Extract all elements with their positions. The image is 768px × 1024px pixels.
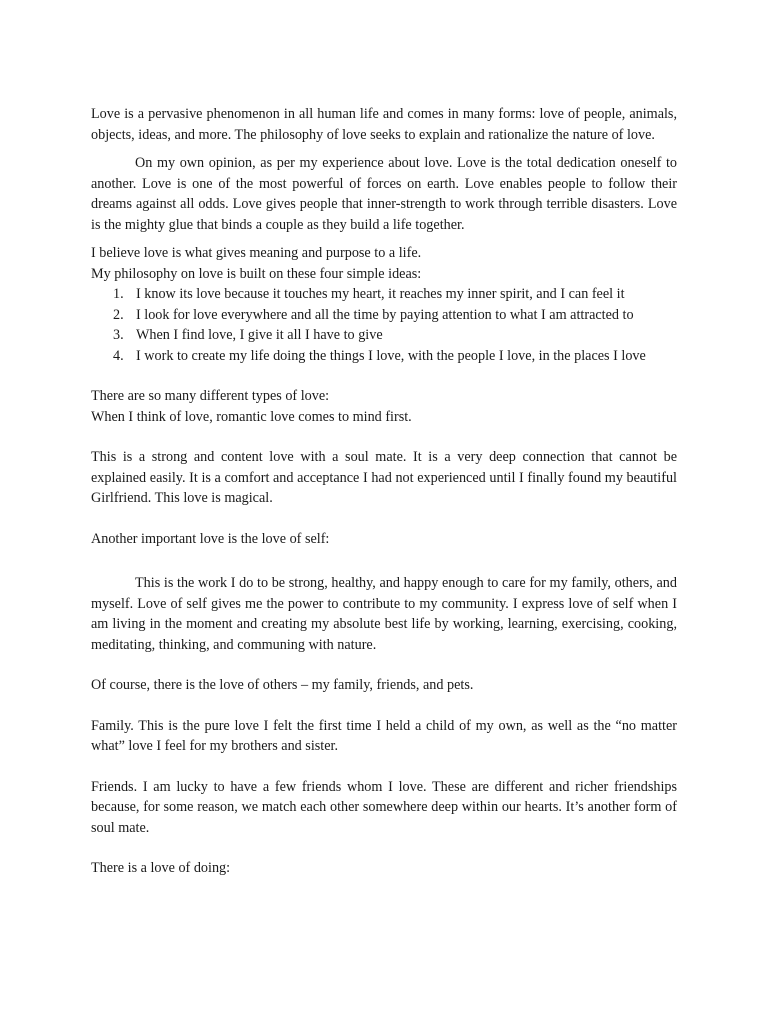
list-number: 3. xyxy=(113,327,124,343)
paragraph-philosophy: My philosophy on love is built on these four simple ideas: xyxy=(91,265,422,282)
paragraph-others: Of course, there is the love of others – my family, friends, and pets. xyxy=(91,677,474,693)
paragraph-family: Family. This is the pure love I felt the first time I held a child of my own, as well as the “no matter what” love I feel for my brothers and sister. xyxy=(91,717,677,754)
paragraph-romantic: When I think of love, romantic love comes to mind first. xyxy=(91,408,412,425)
paragraph-opinion: On my own opinion, as per my experience about love. Love is the total dedication oneself to another. Love is one of the most powerful of forces on earth. Love enables people to follow their dreams against all odds. Love gives people that inner-strength to work through terrible disasters. Love is the mighty glue that binds a couple as they build a life together. xyxy=(91,155,677,233)
document-page xyxy=(91,104,677,879)
list-item xyxy=(91,284,677,305)
paragraph-intro: Love is a pervasive phenomenon in all human life and comes in many forms: love of people, animals, objects, ideas, and more. The philosophy of love seeks to explain and rationalize the nature of love. xyxy=(91,106,677,143)
list-text: I look for love everywhere and all the time by paying attention to what I am attracted to xyxy=(136,306,634,323)
list-number: 1. xyxy=(113,286,124,302)
list-item xyxy=(91,305,677,326)
list-item xyxy=(91,346,677,367)
paragraph-types: There are so many different types of love: xyxy=(91,388,330,404)
paragraph-friends: Friends. I am lucky to have a few friends whom I love. These are different and richer friendships because, for some reason, we match each other somewhere deep within our hearts. It’s another form of soul mate. xyxy=(91,778,677,836)
list-text: I know its love because it touches my heart, it reaches my inner spirit, and I can feel it xyxy=(136,286,625,302)
list-text: When I find love, I give it all I have to give xyxy=(136,327,383,343)
list-number: 4. xyxy=(113,347,124,364)
list-item xyxy=(91,325,677,346)
paragraph-doing: There is a love of doing: xyxy=(91,860,231,876)
paragraph-believe: I believe love is what gives meaning and purpose to a life. xyxy=(91,245,422,261)
paragraph-soulmate: This is a strong and content love with a soul mate. It is a very deep connection that cannot be explained easily. It is a comfort and acceptance I had not experienced until I finally found my beautiful Girlfriend. This love is magical. xyxy=(91,449,677,506)
paragraph-self-intro: Another important love is the love of self: xyxy=(91,530,330,547)
list-text: I work to create my life doing the things I love, with the people I love, in the places I love xyxy=(136,347,646,364)
ideas-list xyxy=(91,284,677,366)
list-number: 2. xyxy=(113,306,124,323)
paragraph-self: This is the work I do to be strong, healthy, and happy enough to care for my family, others, and myself. Love of self gives me the power to contribute to my community. I express love of self when I am living in the moment and creating my absolute best life by working, learning, exercising, cooking, meditating, thinking, and communing with nature. xyxy=(91,575,677,653)
